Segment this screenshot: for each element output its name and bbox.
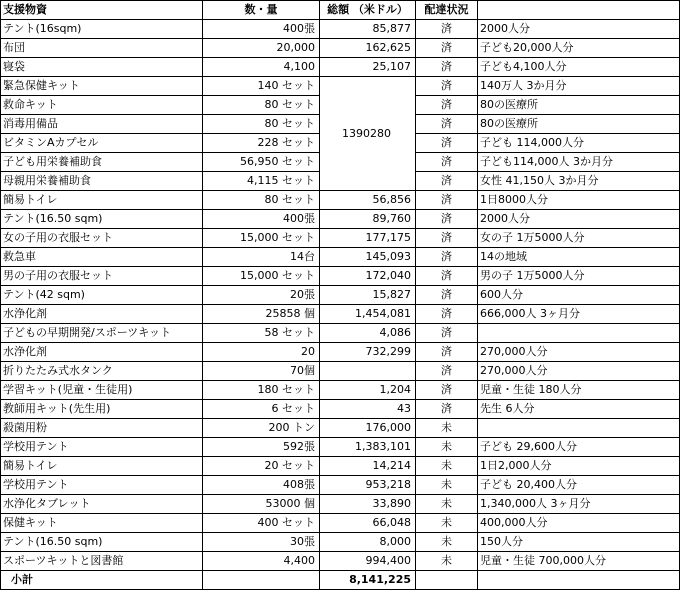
cell-quantity: 592張 xyxy=(203,438,320,457)
cell-item: 女の子用の衣服セット xyxy=(1,229,203,248)
cell-note: 140万人 3か月分 xyxy=(478,77,680,96)
cell-note: 女性 41,150人 3か月分 xyxy=(478,172,680,191)
cell-quantity: 70個 xyxy=(203,362,320,381)
cell-status: 済 xyxy=(416,20,478,39)
cell-total: 14,214 xyxy=(320,457,416,476)
cell-item: 救命キット xyxy=(1,96,203,115)
cell-quantity: 408張 xyxy=(203,476,320,495)
cell-total: 953,218 xyxy=(320,476,416,495)
table-row xyxy=(1,191,680,210)
header-quantity: 数・量 xyxy=(203,1,320,20)
cell-total: 43 xyxy=(320,400,416,419)
cell-status: 済 xyxy=(416,400,478,419)
table-row xyxy=(1,58,680,77)
cell-quantity: 4,115 セット xyxy=(203,172,320,191)
table-row xyxy=(1,476,680,495)
cell-status: 済 xyxy=(416,248,478,267)
cell-status: 済 xyxy=(416,381,478,400)
cell-status: 未 xyxy=(416,514,478,533)
cell-item: ビタミンAカプセル xyxy=(1,134,203,153)
cell-total: 66,048 xyxy=(320,514,416,533)
cell-total: 56,856 xyxy=(320,191,416,210)
cell-note: 子ども20,000人分 xyxy=(478,39,680,58)
cell-note: 男の子 1万5000人分 xyxy=(478,267,680,286)
cell-total: 1,383,101 xyxy=(320,438,416,457)
cell-note: 270,000人分 xyxy=(478,343,680,362)
cell-total xyxy=(320,362,416,381)
cell-status: 済 xyxy=(416,153,478,172)
cell-quantity: 180 セット xyxy=(203,381,320,400)
cell-status: 済 xyxy=(416,115,478,134)
cell-quantity: 20 xyxy=(203,343,320,362)
cell-note: 270,000人分 xyxy=(478,362,680,381)
cell-item: 男の子用の衣服セット xyxy=(1,267,203,286)
table-row xyxy=(1,419,680,438)
cell-total: 732,299 xyxy=(320,343,416,362)
cell-note: 女の子 1万5000人分 xyxy=(478,229,680,248)
subtotal-note-empty xyxy=(478,571,680,590)
table-row xyxy=(1,552,680,571)
table-row xyxy=(1,267,680,286)
table-row xyxy=(1,77,680,96)
table-row xyxy=(1,362,680,381)
cell-total: 15,827 xyxy=(320,286,416,305)
table-row xyxy=(1,286,680,305)
header-item: 支援物資 xyxy=(1,1,203,20)
cell-note: 1,340,000人 3ヶ月分 xyxy=(478,495,680,514)
cell-note: 子ども 29,600人分 xyxy=(478,438,680,457)
cell-status: 未 xyxy=(416,476,478,495)
cell-note: 150人分 xyxy=(478,533,680,552)
table-row xyxy=(1,400,680,419)
cell-status: 済 xyxy=(416,58,478,77)
cell-item: テント(42 sqm) xyxy=(1,286,203,305)
cell-quantity: 4,100 xyxy=(203,58,320,77)
cell-total: 177,175 xyxy=(320,229,416,248)
table-row xyxy=(1,514,680,533)
cell-note: 子ども 20,400人分 xyxy=(478,476,680,495)
cell-item: テント(16.50 sqm) xyxy=(1,210,203,229)
cell-status: 済 xyxy=(416,77,478,96)
cell-total: 1,204 xyxy=(320,381,416,400)
cell-status: 未 xyxy=(416,419,478,438)
cell-item: 緊急保健キット xyxy=(1,77,203,96)
cell-quantity: 228 セット xyxy=(203,134,320,153)
cell-status: 済 xyxy=(416,191,478,210)
cell-note: 子ども114,000人 3か月分 xyxy=(478,153,680,172)
cell-quantity: 14台 xyxy=(203,248,320,267)
table-row xyxy=(1,210,680,229)
cell-note: 1日2,000人分 xyxy=(478,457,680,476)
cell-total-merged: 1390280 xyxy=(320,77,416,191)
table-row xyxy=(1,381,680,400)
cell-quantity: 53000 個 xyxy=(203,495,320,514)
cell-item: 折りたたみ式水タンク xyxy=(1,362,203,381)
cell-item: 消毒用備品 xyxy=(1,115,203,134)
cell-item: 寝袋 xyxy=(1,58,203,77)
cell-item: 水浄化剤 xyxy=(1,305,203,324)
cell-total: 89,760 xyxy=(320,210,416,229)
cell-quantity: 20,000 xyxy=(203,39,320,58)
table-row xyxy=(1,324,680,343)
cell-quantity: 4,400 xyxy=(203,552,320,571)
cell-status: 済 xyxy=(416,134,478,153)
cell-total: 4,086 xyxy=(320,324,416,343)
cell-status: 済 xyxy=(416,286,478,305)
cell-total: 176,000 xyxy=(320,419,416,438)
table-row xyxy=(1,229,680,248)
cell-status: 未 xyxy=(416,495,478,514)
cell-status: 済 xyxy=(416,267,478,286)
cell-total: 25,107 xyxy=(320,58,416,77)
header-note xyxy=(478,1,680,20)
cell-status: 済 xyxy=(416,229,478,248)
cell-quantity: 80 セット xyxy=(203,96,320,115)
cell-item: 保健キット xyxy=(1,514,203,533)
cell-status: 未 xyxy=(416,552,478,571)
cell-quantity: 80 セット xyxy=(203,115,320,134)
cell-note: 666,000人 3ヶ月分 xyxy=(478,305,680,324)
cell-total: 33,890 xyxy=(320,495,416,514)
cell-item: 学校用テント xyxy=(1,438,203,457)
cell-quantity: 20張 xyxy=(203,286,320,305)
cell-item: 子ども用栄養補助食 xyxy=(1,153,203,172)
cell-status: 済 xyxy=(416,96,478,115)
header-total: 総額 （米ドル） xyxy=(320,1,416,20)
cell-item: 水浄化タブレット xyxy=(1,495,203,514)
subtotal-label: 小計 xyxy=(1,571,203,590)
cell-item: 学習キット(児童・生徒用) xyxy=(1,381,203,400)
cell-note: 先生 6人分 xyxy=(478,400,680,419)
cell-status: 済 xyxy=(416,305,478,324)
cell-total: 145,093 xyxy=(320,248,416,267)
cell-note: 2000人分 xyxy=(478,210,680,229)
cell-note: 400,000人分 xyxy=(478,514,680,533)
cell-total: 994,400 xyxy=(320,552,416,571)
table-row xyxy=(1,20,680,39)
cell-status: 未 xyxy=(416,438,478,457)
cell-status: 済 xyxy=(416,362,478,381)
cell-status: 未 xyxy=(416,533,478,552)
table-row xyxy=(1,457,680,476)
subtotal-total: 8,141,225 xyxy=(320,571,416,590)
cell-total: 8,000 xyxy=(320,533,416,552)
header-row xyxy=(1,1,680,20)
subtotal-quantity-empty xyxy=(203,571,320,590)
cell-item: 救急車 xyxy=(1,248,203,267)
cell-quantity: 56,950 セット xyxy=(203,153,320,172)
cell-item: テント(16.50 sqm) xyxy=(1,533,203,552)
table-row xyxy=(1,343,680,362)
cell-quantity: 25858 個 xyxy=(203,305,320,324)
cell-quantity: 200 トン xyxy=(203,419,320,438)
cell-item: 水浄化剤 xyxy=(1,343,203,362)
cell-total: 1,454,081 xyxy=(320,305,416,324)
cell-quantity: 15,000 セット xyxy=(203,267,320,286)
cell-note xyxy=(478,419,680,438)
cell-quantity: 400張 xyxy=(203,210,320,229)
cell-note: 14の地域 xyxy=(478,248,680,267)
header-status: 配達状況 xyxy=(416,1,478,20)
cell-item: 簡易トイレ xyxy=(1,191,203,210)
table-row xyxy=(1,438,680,457)
cell-note: 600人分 xyxy=(478,286,680,305)
cell-item: 母親用栄養補助食 xyxy=(1,172,203,191)
cell-quantity: 400 セット xyxy=(203,514,320,533)
cell-note: 80の医療所 xyxy=(478,96,680,115)
subtotal-status-empty xyxy=(416,571,478,590)
cell-status: 済 xyxy=(416,210,478,229)
cell-quantity: 140 セット xyxy=(203,77,320,96)
cell-status: 済 xyxy=(416,39,478,58)
cell-total: 85,877 xyxy=(320,20,416,39)
table-row xyxy=(1,305,680,324)
cell-item: 布団 xyxy=(1,39,203,58)
cell-item: 教師用キット(先生用) xyxy=(1,400,203,419)
table-row xyxy=(1,248,680,267)
cell-item: テント(16sqm) xyxy=(1,20,203,39)
table-row xyxy=(1,533,680,552)
cell-total: 162,625 xyxy=(320,39,416,58)
cell-note: 子ども4,100人分 xyxy=(478,58,680,77)
cell-item: 殺菌用粉 xyxy=(1,419,203,438)
cell-item: 簡易トイレ xyxy=(1,457,203,476)
subtotal-row xyxy=(1,571,680,590)
cell-quantity: 20 セット xyxy=(203,457,320,476)
cell-quantity: 58 セット xyxy=(203,324,320,343)
table-row xyxy=(1,495,680,514)
cell-note: 80の医療所 xyxy=(478,115,680,134)
cell-quantity: 15,000 セット xyxy=(203,229,320,248)
cell-note xyxy=(478,324,680,343)
cell-total: 172,040 xyxy=(320,267,416,286)
cell-status: 済 xyxy=(416,172,478,191)
cell-item: スポーツキットと図書館 xyxy=(1,552,203,571)
cell-quantity: 6 セット xyxy=(203,400,320,419)
cell-note: 1日8000人分 xyxy=(478,191,680,210)
cell-note: 子ども 114,000人分 xyxy=(478,134,680,153)
table-row xyxy=(1,39,680,58)
cell-item: 学校用テント xyxy=(1,476,203,495)
cell-quantity: 400張 xyxy=(203,20,320,39)
cell-status: 未 xyxy=(416,457,478,476)
cell-note: 児童・生徒 180人分 xyxy=(478,381,680,400)
cell-note: 2000人分 xyxy=(478,20,680,39)
cell-note: 児童・生徒 700,000人分 xyxy=(478,552,680,571)
cell-quantity: 80 セット xyxy=(203,191,320,210)
cell-status: 済 xyxy=(416,343,478,362)
cell-status: 済 xyxy=(416,324,478,343)
cell-quantity: 30張 xyxy=(203,533,320,552)
cell-item: 子どもの早期開発/スポーツキット xyxy=(1,324,203,343)
